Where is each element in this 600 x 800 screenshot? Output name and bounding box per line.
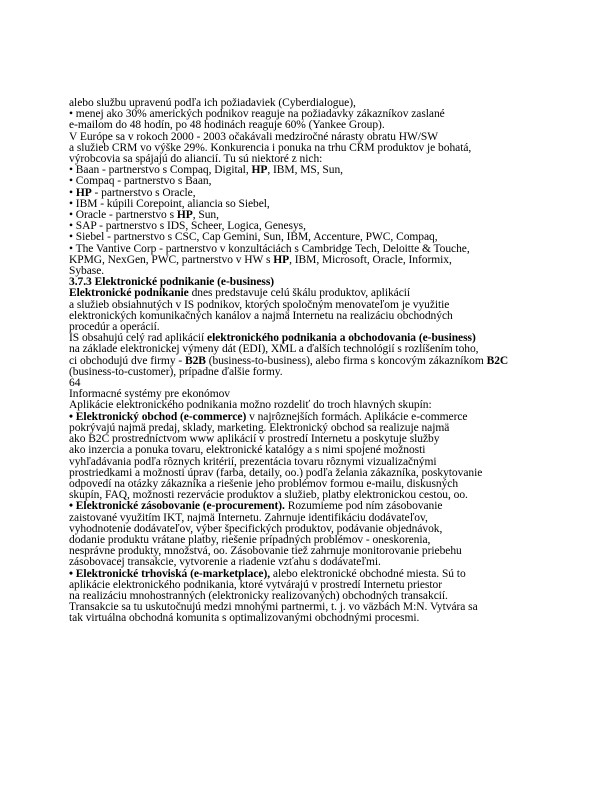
text-run: - partnerstvo s Oracle, [91, 186, 196, 199]
text-run: ako B2C prostredníctvom www aplikácií v prostredí Internetu a poskytuje služby [69, 433, 440, 446]
text-run: V Európe sa v rokoch 2000 - 2003 očakávali medziročné nárasty obratu HW/SW [69, 130, 439, 143]
text-line [69, 613, 569, 624]
text-run: Transakcie sa tu uskutočnujú medzi mnohými partnermi, t. j. vo väzbách M:N. Vytvára sa [69, 601, 478, 614]
text-run: • SAP - partnerstvo s IDS, Scheer, Logica, Genesys, [69, 220, 306, 233]
text-run: nesprávne produkty, množstvá, oo. Zásobovanie tiež zahrnuje monitorovanie priebehu [69, 545, 462, 558]
document-text [69, 98, 569, 625]
text-run: , Sun, [192, 209, 219, 222]
bold-text-run: Elektronické podnikanie [69, 287, 189, 300]
text-run: a služieb CRM vo výške 29%. Konkurencia i ponuka na trhu CRM produktov je bohatá, [69, 141, 472, 154]
text-run: , IBM, Microsoft, Oracle, Informix, [289, 253, 452, 266]
text-run: skupín, FAQ, možnosti rezervácie produktov a služieb, platby elektronickou cestou, oo. [69, 489, 468, 502]
text-run: • Siebel - partnerstvo s CSC, Cap Gemini, Sun, IBM, Accenture, PWC, Compaq, [69, 231, 438, 244]
text-run: Informacné systémy pre ekonómov [69, 388, 231, 401]
bold-text-run: B2B [184, 354, 206, 367]
text-run: • The Vantive Corp - partnerstvo v konzultáciách s Cambridge Tech, Deloitte & Touche, [69, 242, 470, 255]
bold-text-run: • Elektronický obchod (e-commerce) [69, 410, 247, 423]
bold-text-run: HP [273, 253, 290, 266]
text-run: Aplikácie elektronického podnikania možno rozdeliť do troch hlavných skupín: [69, 399, 432, 412]
text-run: ako inzercia a ponuka tovaru, elektronické katalógy a s nimi spojené možnosti [69, 444, 426, 457]
text-run: ci obchodujú dve firmy - [69, 354, 185, 367]
text-run: zásobovacej transakcie, vytvorenie a riadenie vzťahu s dodávateľmi. [69, 556, 381, 569]
text-run: dodanie produktu vrátane platby, riešenie prípadných problémov - oneskorenia, [69, 533, 431, 546]
text-run: zaistované využitím IKT, najmä Internetu. Zahrnuje identifikáciu dodávateľov, [69, 511, 428, 524]
text-run: • [69, 186, 76, 199]
text-run: • Baan - partnerstvo s Compaq, Digital, [69, 164, 252, 177]
text-run: alebo elektronické obchodné miesta. Sú to [270, 567, 466, 580]
bold-text-run: 3.7.3 Elektronické podnikanie (e-business) [69, 276, 275, 289]
bold-text-run: HP [75, 186, 92, 199]
bold-text-run: elektronického podnikania a obchodovania (e-business) [207, 332, 476, 345]
text-run: , IBM, MS, Sun, [267, 164, 343, 177]
text-run: na realizáciu mnohostranných (elektronicky realizovaných) obchodných transakcií. [69, 589, 448, 602]
text-run: e-mailom do 48 hodín, po 48 hodinách reaguje 60% (Yankee Group). [69, 119, 385, 132]
text-run: alebo službu upravenú podľa ich požiadaviek (Cyberdialogue), [69, 97, 356, 109]
text-run: • Compaq - partnerstvo s Baan, [69, 175, 212, 188]
text-run: Sybase. [69, 265, 105, 278]
text-run: odpovedí na otázky zákazníka a riešenie jeho problémov formou e-mailu, diskusných [69, 477, 459, 490]
text-run: a služieb obsiahnutých v IS podnikov, ktorých spoločným menovateľom je využitie [69, 298, 450, 311]
bold-text-run: HP [251, 164, 268, 177]
bold-text-run: • Elektronické trhoviská (e-marketplace), [69, 567, 271, 580]
text-run: KPMG, NexGen, PWC, partnerstvo v HW s [69, 253, 274, 266]
text-run: • menej ako 30% amerických podnikov reaguje na požiadavky zákazníkov zaslané [69, 108, 445, 121]
text-run: prostriedkami a možnosti úprav (farba, detaily, oo.) podľa želania zákazníka, poskytovanie [69, 466, 483, 479]
text-run: v najrôznejších formách. Aplikácie e-commerce [246, 410, 468, 423]
text-run: Rozumieme pod ním zásobovanie [284, 500, 443, 513]
text-run: 64 [69, 377, 81, 390]
text-line [69, 255, 569, 266]
text-run: na základe elektronickej výmeny dát (EDI), XML a ďalších technológií s rozlíšením toho, [69, 343, 479, 356]
text-run: elektronických komunikačných kanálov a najmä Internetu na realizáciu obchodných [69, 309, 453, 322]
text-run: výrobcovia sa spájajú do aliancií. Tu sú niektoré z nich: [69, 153, 323, 166]
text-run: vyhodnotenie dodávateľov, výber špecifických produktov, podávanie objednávok, [69, 522, 443, 535]
text-run: pokrývajú najmä predaj, sklady, marketing. Elektronický obchod sa realizuje najmä [69, 421, 450, 434]
text-run: • IBM - kúpili Corepoint, aliancia so Siebel, [69, 197, 270, 210]
text-run: aplikácie elektronického podnikania, ktoré vytvárajú v prostredí Internetu priestor [69, 578, 442, 591]
text-run: IS obsahujú celý rad aplikácií [69, 332, 208, 345]
text-run: dnes predstavuje celú škálu produktov, aplikácií [188, 287, 411, 300]
bold-text-run: B2C [486, 354, 509, 367]
text-run: • Oracle - partnerstvo s [69, 209, 177, 222]
bold-text-run: HP [176, 209, 193, 222]
text-line [69, 367, 569, 378]
text-run: procedúr a operácií. [69, 321, 160, 334]
text-run: (business-to-customer), prípadne ďalšie formy. [69, 365, 283, 378]
bold-text-run: • Elektronické zásobovanie (e-procurement). [69, 500, 285, 513]
text-run: tak virtuálna obchodná komunita s optimalizovanými obchodnými procesmi. [69, 612, 420, 625]
text-run: vyhľadávania podľa rôznych kritérií, prezentácia tovaru rôznymi vizualizačnými [69, 455, 437, 468]
text-run: (business-to-business), alebo firma s koncovým zákazníkom [205, 354, 487, 367]
